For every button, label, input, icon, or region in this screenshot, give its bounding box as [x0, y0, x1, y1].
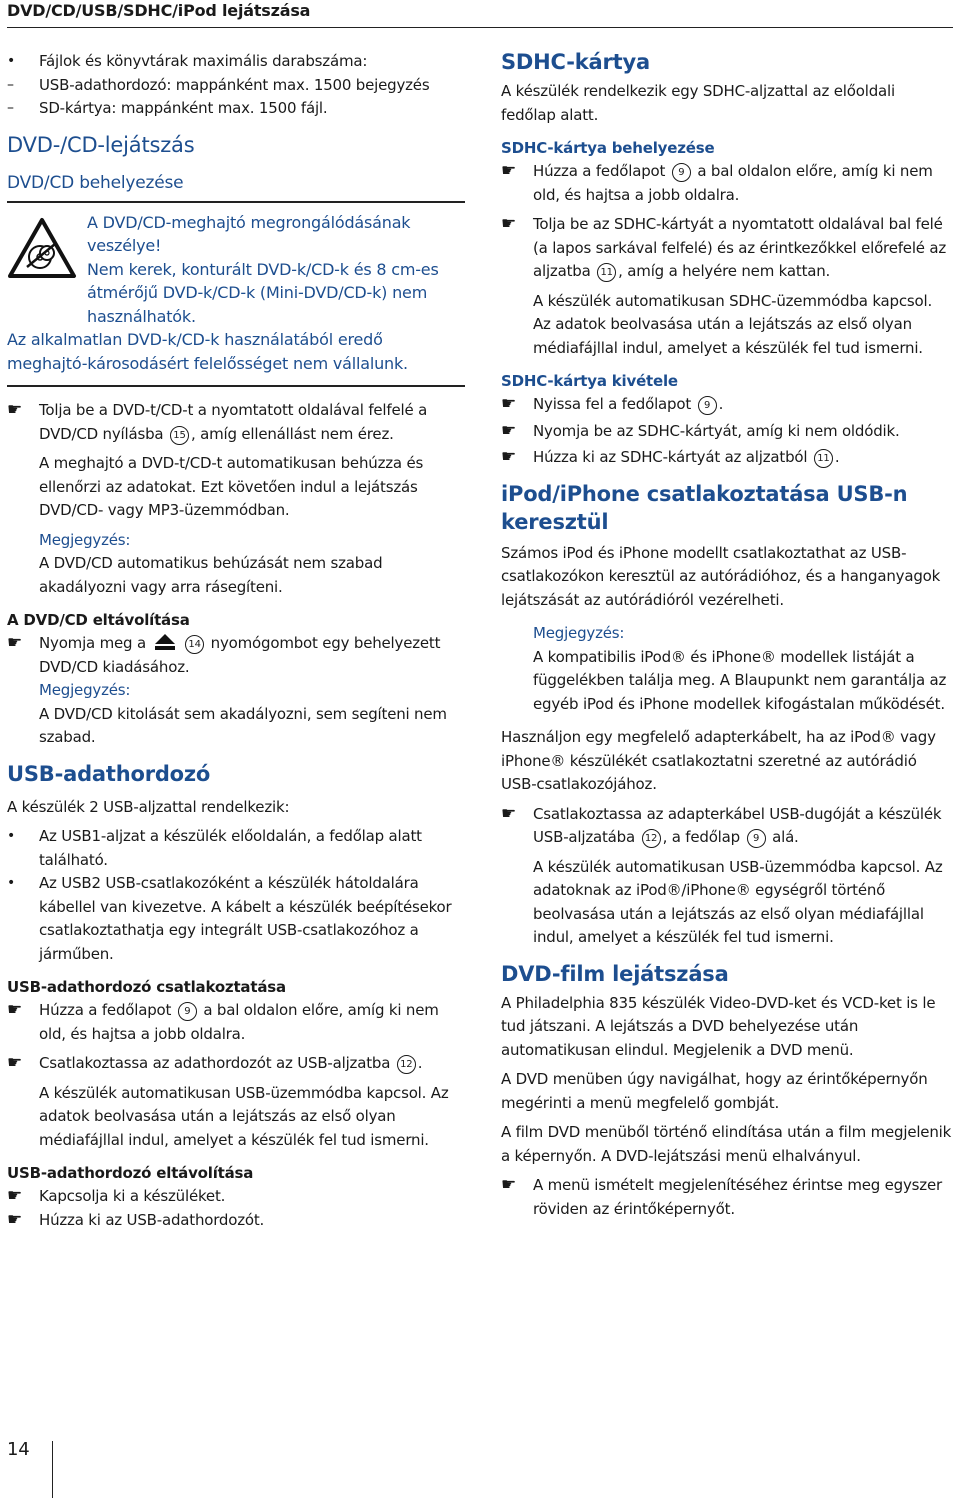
- callout-number: 9: [178, 1002, 197, 1021]
- step-text: , amíg ellenállást nem érez.: [190, 424, 394, 443]
- callout-number: 14: [185, 635, 204, 654]
- bullet-marker: •: [7, 53, 16, 69]
- section-heading: USB-adathordozó: [7, 761, 211, 786]
- note-text: A kompatibilis iPod® és iPhone® modellek listáját a függelékben találja meg. A Blaupunkt nem garantálja az egyéb iPod és iPhone modellek kifogástalan működését.: [533, 647, 947, 713]
- warning-title: A DVD/CD-meghajtó megrongálódásának veszélye!: [87, 212, 411, 255]
- hand-pointer-icon: ☛: [7, 633, 23, 653]
- callout-number: 15: [170, 426, 189, 445]
- section-heading: DVD-/CD-lejátszás: [7, 132, 195, 157]
- instruction-step: [501, 393, 953, 417]
- page-header-title: DVD/CD/USB/SDHC/iPod lejátszása: [7, 1, 311, 20]
- note-label: Megjegyzés:: [533, 624, 625, 642]
- hand-pointer-icon: ☛: [501, 447, 517, 467]
- step-text: Húzza ki az SDHC-kártyát az aljzatból: [533, 448, 808, 466]
- callout-number: 12: [642, 829, 661, 848]
- section-heading: DVD-film lejátszása: [501, 961, 729, 986]
- paragraph: Használjon egy megfelelő adapterkábelt, ha az iPod® vagy iPhone® készülékét csatlakoztatni szeretné az autórádió USB-csatlakozójához.: [501, 728, 936, 793]
- step-text: a bal oldalon előre, amíg ki nem old, és hajtsa a jobb oldalra.: [533, 162, 933, 204]
- instruction-step: [501, 446, 953, 470]
- step-result: A készülék automatikusan USB-üzemmódba kapcsol. Az adatok beolvasása után a lejátszás az első olyan médiafájllal indul, amelyet a készülék fel tud ismerni.: [39, 1083, 449, 1149]
- section-heading: SDHC-kártya: [501, 50, 650, 74]
- step-text: Tolja be az SDHC-kártyát a nyomtatott oldalával bal felé (a lapos sarkával felfelé) és az érintkezőkkel előrefelé az aljzatba: [533, 215, 947, 280]
- callout-number: 12: [397, 1055, 416, 1074]
- paragraph: A DVD menüben úgy navigálhat, hogy az érintőképernyőn megérinti a menü megfelelő gombját.: [501, 1070, 928, 1112]
- section-heading: iPod/iPhone csatlakoztatása USB-n keresztül: [501, 481, 908, 534]
- bullet-marker: •: [7, 828, 16, 844]
- warning-box: [7, 201, 465, 388]
- callout-number: 11: [597, 263, 616, 282]
- hand-pointer-icon: ☛: [7, 1209, 23, 1230]
- callout-number: 9: [672, 163, 691, 182]
- left-column: [7, 34, 465, 1232]
- list-item: [7, 97, 465, 121]
- step-text: Nyomja be az SDHC-kártyát, amíg ki nem oldódik.: [533, 421, 900, 440]
- note-text: A DVD/CD kitolását sem akadályozni, sem segíteni nem szabad.: [39, 704, 447, 746]
- step-text: Csatlakoztassa az adapterkábel USB-dugóját a készülék USB-aljzatába: [533, 804, 942, 846]
- instruction-step: [7, 399, 465, 446]
- paragraph: A készülék rendelkezik egy SDHC-aljzattal az előoldali fedőlap alatt.: [501, 82, 895, 124]
- list-item-text: USB-adathordozó: mappánként max. 1500 bejegyzés: [39, 75, 430, 94]
- step-text: nyomógombot egy behelyezett DVD/CD kiadásához.: [39, 634, 441, 676]
- instruction-step: [7, 1209, 465, 1233]
- paragraph: Számos iPod és iPhone modellt csatlakoztathat az USB-csatlakozókon keresztül az autórádióhoz, és a hanganyagok lejátszását az autórádióról vezérelheti.: [501, 543, 941, 609]
- hand-pointer-icon: ☛: [501, 394, 517, 414]
- disc-warning-icon: [7, 217, 77, 279]
- step-text: .: [718, 395, 724, 413]
- step-text: A menü ismételt megjelenítéséhez érintse meg egyszer röviden az érintőképernyőt.: [533, 1176, 942, 1218]
- subsection-heading: DVD/CD behelyezése: [7, 172, 184, 193]
- instruction-step: [501, 160, 953, 207]
- step-text: Kapcsolja ki a készüléket.: [39, 1187, 226, 1205]
- list-item-text: Az USB2 USB-csatlakozóként a készülék hátoldalára kábellel van kivezetve. A kábelt a készülék beépítésekor csatlakoztathatja egy integrált USB-csatlakozóhoz a járműben.: [39, 874, 452, 963]
- hand-pointer-icon: ☛: [7, 1186, 23, 1206]
- list-item-text: SD-kártya: mappánként max. 1500 fájl.: [39, 99, 328, 117]
- step-text: , a fedőlap: [662, 828, 740, 846]
- list-item-text: Fájlok és könyvtárak maximális darabszáma:: [39, 52, 368, 70]
- hand-pointer-icon: ☛: [501, 214, 517, 234]
- step-text: Húzza ki az USB-adathordozót.: [39, 1210, 265, 1229]
- step-result: A meghajtó a DVD-t/CD-t automatikusan behúzza és ellenőrzi az adatokat. Ezt követően indul a lejátszás DVD/CD- vagy MP3-üzemmódban.: [39, 454, 424, 519]
- note-label: Megjegyzés:: [39, 681, 131, 699]
- step-text: Tolja be a DVD-t/CD-t a nyomtatott oldalával felfelé a DVD/CD nyílásba: [39, 401, 428, 443]
- list-item: [7, 825, 465, 872]
- hand-pointer-icon: ☛: [501, 161, 517, 181]
- dash-marker: –: [7, 76, 14, 93]
- step-text: Húzza a fedőlapot: [533, 162, 666, 180]
- list-item: [7, 872, 465, 966]
- hand-pointer-icon: ☛: [7, 1000, 23, 1020]
- callout-number: 9: [698, 396, 717, 415]
- instruction-step: [7, 1052, 465, 1076]
- step-text: Csatlakoztassa az adathordozót az USB-aljzatba: [39, 1054, 391, 1072]
- warning-footer: Az alkalmatlan DVD-k/CD-k használatából eredő meghajtó-károsodásért felelősséget nem vállalunk.: [7, 330, 408, 373]
- instruction-step: [7, 1185, 465, 1209]
- instruction-step: [501, 420, 953, 444]
- step-text: alá.: [772, 828, 799, 846]
- instruction-step: [501, 803, 953, 850]
- hand-pointer-icon: ☛: [7, 1053, 23, 1073]
- step-text: , amíg a helyére nem kattan.: [618, 262, 831, 280]
- right-column: [501, 34, 953, 1221]
- paragraph: A készülék 2 USB-aljzattal rendelkezik:: [7, 797, 290, 816]
- page-number: 14: [7, 1439, 30, 1460]
- step-text: Nyomja meg a: [39, 634, 146, 652]
- eject-icon: [154, 633, 176, 651]
- instruction-step: [501, 1174, 953, 1221]
- step-text: Nyissa fel a fedőlapot: [533, 395, 692, 413]
- note-text: A DVD/CD automatikus behúzását nem szabad akadályozni vagy arra rásegíteni.: [39, 554, 383, 596]
- header-divider: [7, 27, 953, 28]
- footer-divider: [52, 1441, 53, 1498]
- callout-number: 9: [747, 829, 766, 848]
- subsection-heading: SDHC-kártya behelyezése: [501, 139, 715, 157]
- list-item: [7, 50, 465, 74]
- hand-pointer-icon: ☛: [7, 400, 23, 420]
- subsection-heading: USB-adathordozó csatlakoztatása: [7, 978, 286, 996]
- paragraph: A film DVD menüből történő elindítása után a film megjelenik a képernyőn. A DVD-lejátszási menü elhalványul.: [501, 1123, 952, 1165]
- instruction-step: [7, 632, 465, 679]
- note-label: Megjegyzés:: [39, 530, 131, 549]
- hand-pointer-icon: ☛: [501, 803, 517, 824]
- list-item-text: Az USB1-aljzat a készülék előoldalán, a fedőlap alatt található.: [39, 827, 422, 869]
- subsection-heading: USB-adathordozó eltávolítása: [7, 1164, 254, 1182]
- dash-marker: –: [7, 100, 14, 116]
- step-text: .: [834, 448, 840, 466]
- subsection-heading: SDHC-kártya kivétele: [501, 372, 678, 390]
- list-item: [7, 74, 465, 98]
- subsection-heading: A DVD/CD eltávolítása: [7, 611, 190, 629]
- step-result: A készülék automatikusan USB-üzemmódba kapcsol. Az adatoknak az iPod®/iPhone® egységről történő beolvasása után a lejátszás az első olyan médiafájllal indul, amelyet a készülék fel tud ismerni.: [533, 857, 943, 946]
- callout-number: 11: [814, 449, 833, 468]
- hand-pointer-icon: ☛: [501, 420, 517, 441]
- warning-body: Nem kerek, konturált DVD-k/CD-k és 8 cm-es átmérőjű DVD-k/CD-k (Mini-DVD/CD-k) nem használhatók.: [87, 259, 439, 326]
- paragraph: A Philadelphia 835 készülék Video-DVD-ket és VCD-ket is le tud játszani. A lejátszás a DVD behelyezése után automatikusan elindul. Megjelenik a DVD menü.: [501, 993, 936, 1059]
- bullet-marker: •: [7, 875, 16, 891]
- hand-pointer-icon: ☛: [501, 1175, 517, 1195]
- instruction-step: [501, 213, 953, 284]
- step-text: .: [417, 1054, 423, 1072]
- step-text: Húzza a fedőlapot: [39, 1001, 172, 1019]
- instruction-step: [7, 999, 465, 1046]
- step-text: a bal oldalon előre, amíg ki nem old, és hajtsa a jobb oldalra.: [39, 1001, 439, 1043]
- step-result: A készülék automatikusan SDHC-üzemmódba kapcsol. Az adatok beolvasása után a lejátszás az első olyan médiafájllal indul, amelyet a készülék fel tud ismerni.: [533, 291, 933, 357]
